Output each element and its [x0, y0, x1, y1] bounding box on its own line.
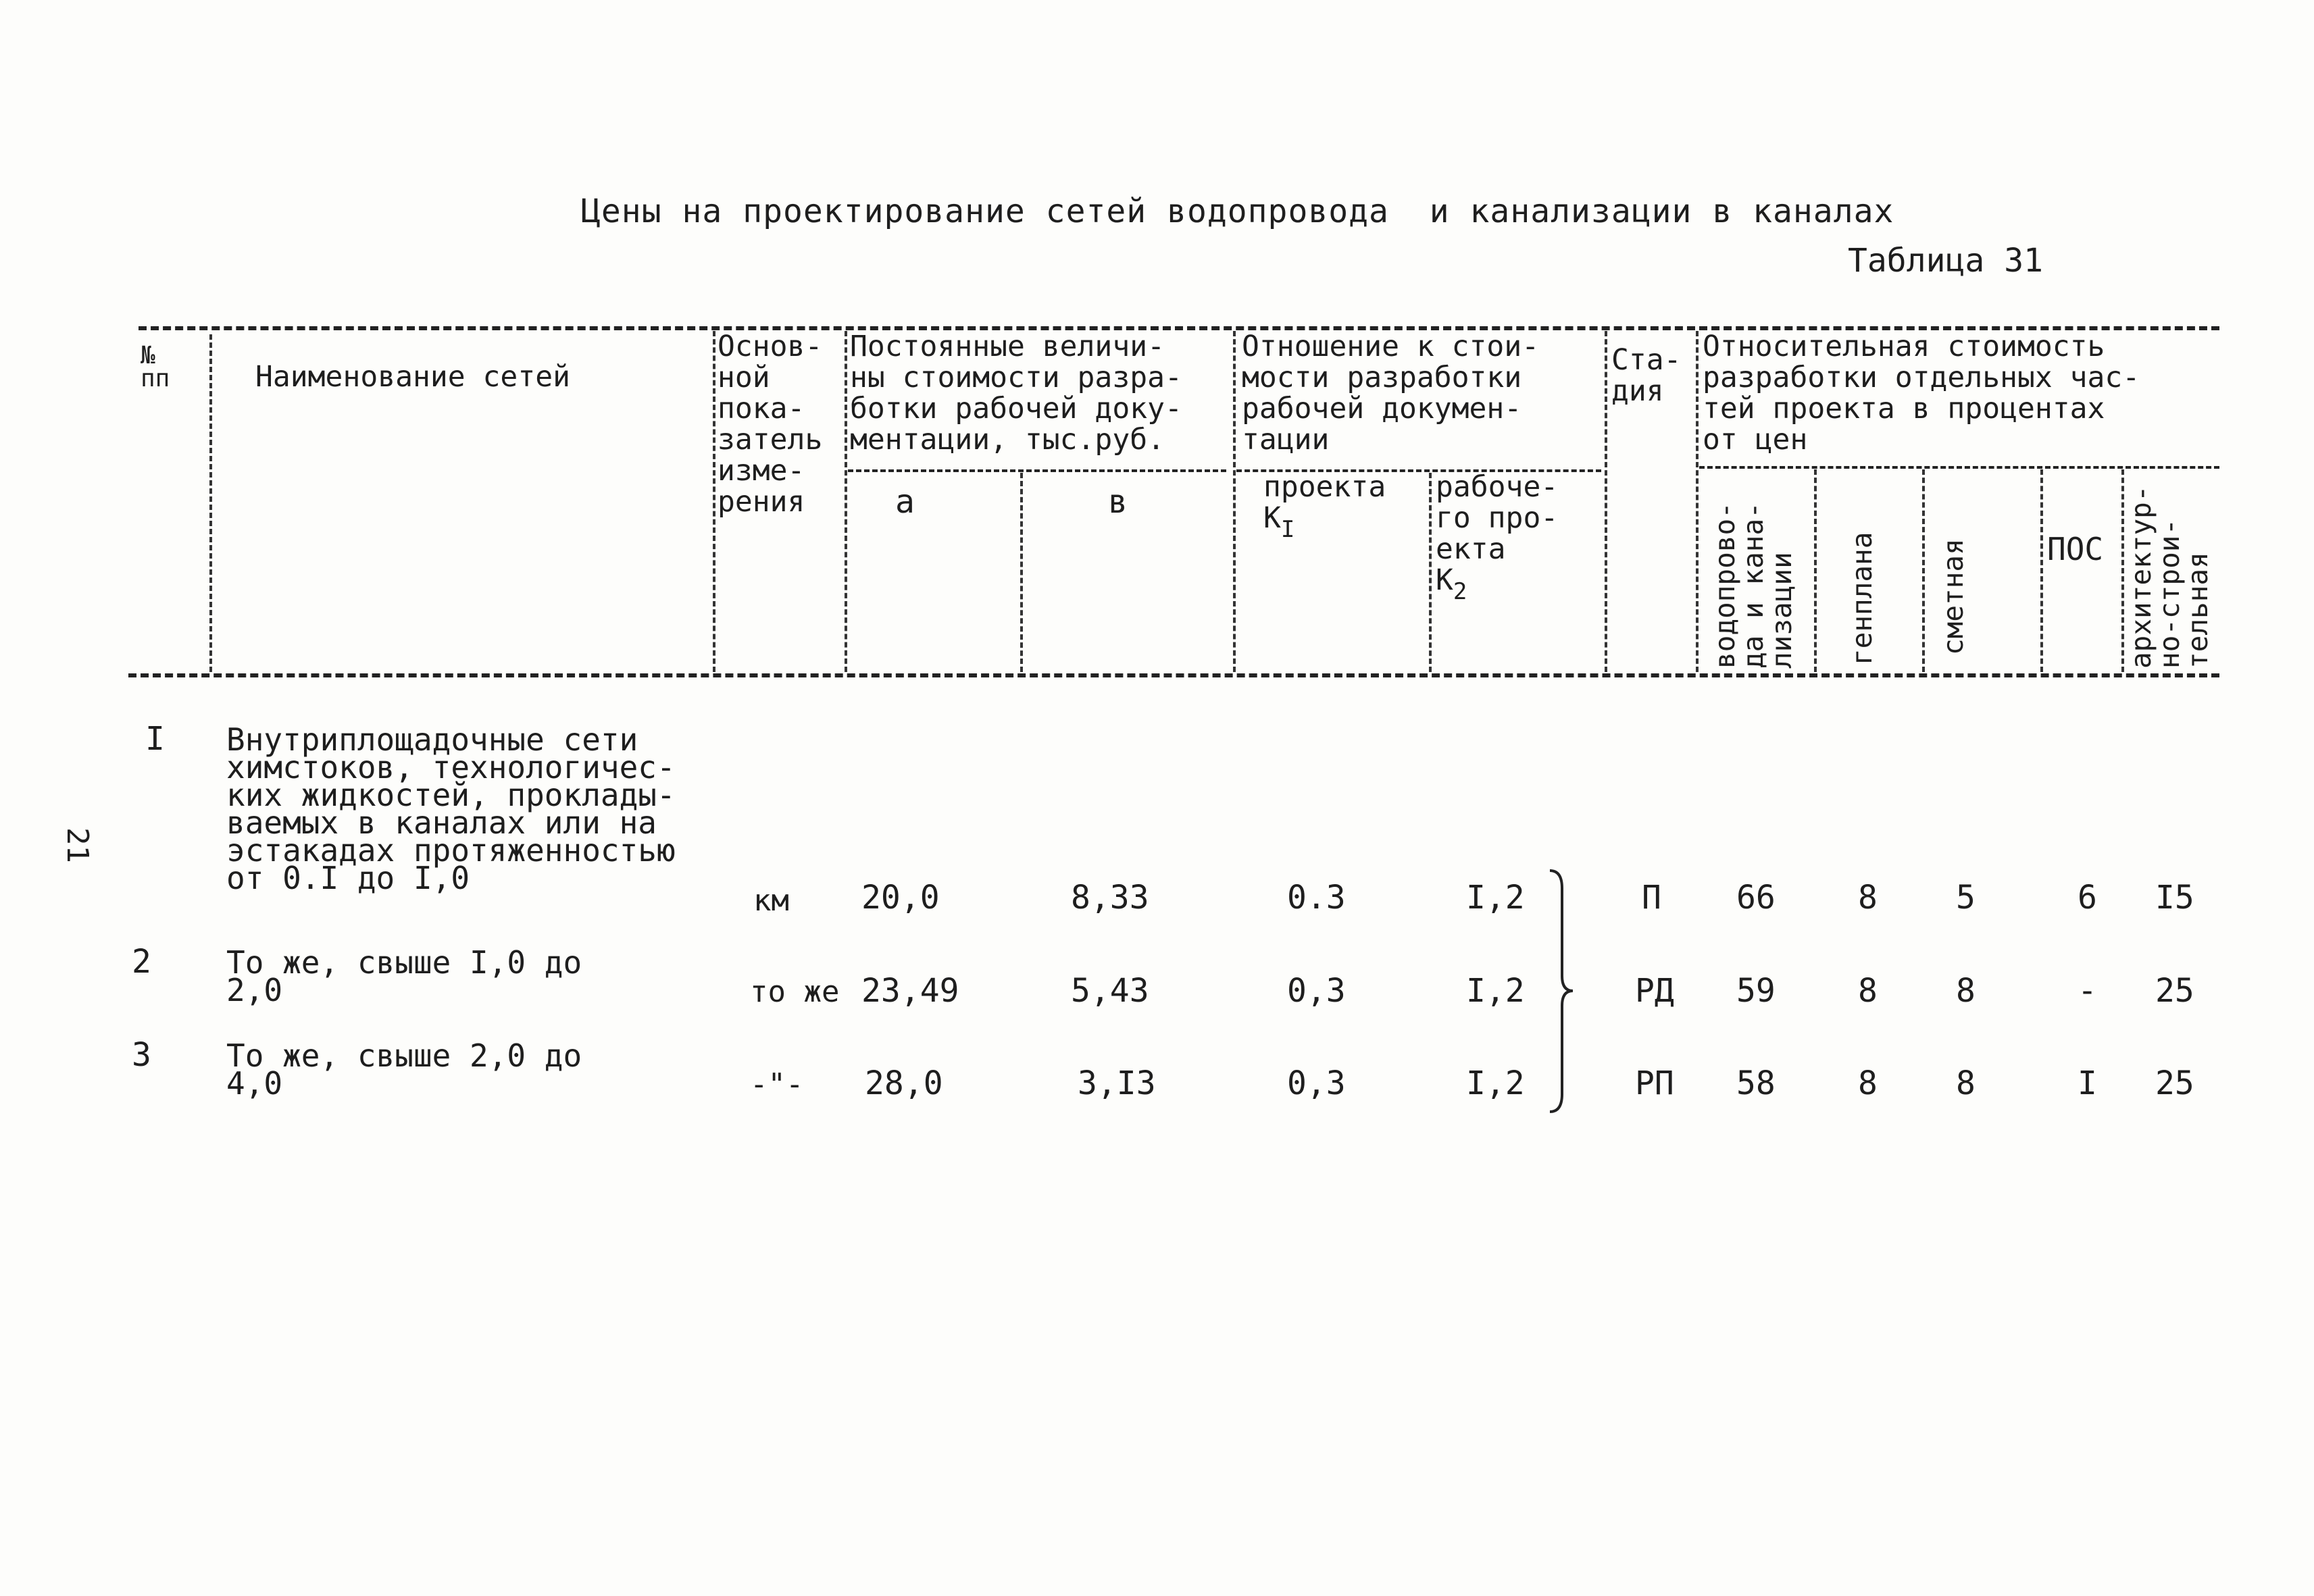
col-divider — [2040, 469, 2043, 672]
col-divider — [845, 331, 847, 672]
page-title: Цены на проектирование сетей водопровода и канализации в каналах — [581, 192, 1894, 230]
row-k1: 0.3 — [1287, 879, 1346, 917]
col-divider — [1696, 331, 1699, 672]
row-unit: км — [753, 883, 789, 918]
row-arch: 25 — [2155, 972, 2194, 1010]
subheader-rule-rel — [1699, 466, 2219, 469]
header-relative-cost: Относительная стоимость разработки отдельных час- тей проекта в процентах от цен — [1703, 330, 2140, 457]
col-divider — [1429, 473, 1432, 672]
col-divider — [2121, 469, 2124, 672]
row-a: 20,0 — [861, 879, 940, 917]
header-arch: архитектур- но-строи- тельная — [2125, 485, 2214, 669]
row-k2: I,2 — [1466, 879, 1525, 917]
row-water: 66 — [1736, 879, 1776, 917]
header-ratio: Отношение к стои- мости разработки рабочей докумен- тации — [1242, 330, 1540, 457]
grouping-brace — [1547, 868, 1574, 1114]
row-name: То же, свыше I,0 до 2,0 — [226, 944, 582, 1008]
col-divider — [1814, 469, 1817, 672]
row-k2: I,2 — [1466, 972, 1525, 1010]
row-genplan: 8 — [1858, 1064, 1878, 1102]
col-divider — [1605, 331, 1607, 672]
row-water: 59 — [1736, 972, 1776, 1010]
row-k1: 0,3 — [1287, 1064, 1346, 1102]
subheader-rule-const — [848, 469, 1226, 472]
header-a: а — [895, 483, 915, 521]
header-const: Постоянные величи- ны стоимости разра- ботки рабочей доку- ментации, тыс.руб. — [850, 330, 1182, 457]
header-name: Наименование сетей — [255, 360, 570, 394]
row-stage: РД — [1635, 972, 1674, 1010]
header-no: № пп — [141, 342, 170, 392]
header-k1 — [1263, 471, 1386, 545]
table-header-bottom-rule — [128, 673, 2219, 677]
header-k2-sub: 2 — [1453, 578, 1467, 605]
row-k1: 0,3 — [1287, 972, 1346, 1010]
row-stage: РП — [1635, 1064, 1674, 1102]
table-label: Таблица 31 — [1848, 242, 2043, 280]
header-water-sewer: водопрово- да и кана- лизации — [1709, 502, 1798, 669]
header-k1-sub: I — [1280, 516, 1295, 543]
row-pos: 6 — [2078, 879, 2097, 917]
col-divider — [1233, 331, 1236, 672]
header-genplan: генплана — [1846, 532, 1878, 665]
row-stage: П — [1642, 879, 1661, 917]
row-genplan: 8 — [1858, 879, 1878, 917]
row-smeta: 5 — [1956, 879, 1976, 917]
col-divider — [713, 331, 715, 672]
row-number: 3 — [132, 1036, 151, 1074]
row-water: 58 — [1736, 1064, 1776, 1102]
row-number: I — [145, 720, 165, 758]
row-arch: 25 — [2155, 1064, 2194, 1102]
row-smeta: 8 — [1956, 972, 1976, 1010]
row-arch: I5 — [2155, 879, 2194, 917]
header-k2 — [1436, 471, 1558, 607]
header-stage: Ста- дия — [1611, 343, 1682, 408]
header-pos: ПОС — [2047, 531, 2104, 567]
col-divider — [1922, 469, 1925, 672]
header-smeta: сметная — [1937, 538, 1969, 655]
page-number: 21 — [60, 827, 95, 863]
row-pos: - — [2078, 972, 2097, 1010]
row-number: 2 — [132, 943, 151, 981]
row-name: То же, свыше 2,0 до 4,0 — [226, 1037, 582, 1102]
row-b: 3,I3 — [1078, 1064, 1156, 1102]
header-unit: Основ- ной пока- затель изме- рения — [718, 330, 823, 519]
header-k2-text: рабоче- го про- екта К — [1436, 470, 1559, 597]
row-pos: I — [2078, 1064, 2097, 1102]
row-a: 23,49 — [861, 972, 959, 1010]
row-b: 5,43 — [1071, 972, 1149, 1010]
col-divider — [1020, 473, 1023, 672]
row-genplan: 8 — [1858, 972, 1878, 1010]
row-b: 8,33 — [1071, 879, 1149, 917]
header-b: в — [1108, 483, 1128, 521]
header-k1-text: проекта К — [1263, 470, 1386, 535]
row-name: Внутриплощадочные сети химстоков, технологичес- ких жидкостей, проклады- ваемых в каналах или на эстакадах протяженностью от 0.I до I,0 — [226, 721, 676, 896]
row-unit: -"- — [750, 1067, 804, 1102]
row-smeta: 8 — [1956, 1064, 1976, 1102]
row-unit: то же — [750, 975, 840, 1009]
row-a: 28,0 — [865, 1064, 943, 1102]
col-divider — [209, 334, 212, 672]
row-k2: I,2 — [1466, 1064, 1525, 1102]
